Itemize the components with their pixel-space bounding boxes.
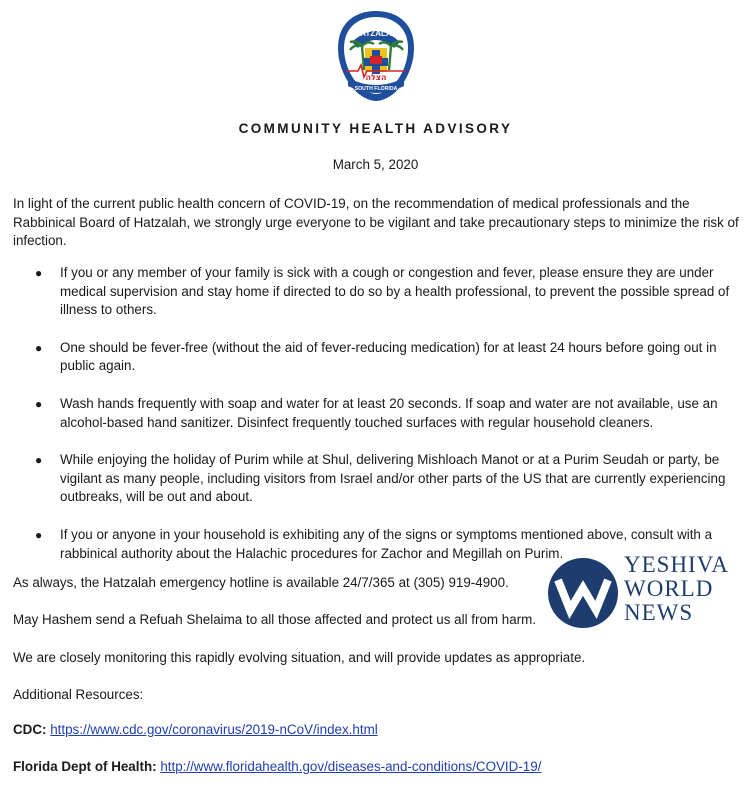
list-item	[13, 451, 741, 507]
bullet-icon: ●	[35, 453, 43, 468]
watermark-line2: WORLD	[624, 576, 714, 601]
list-item-text: One should be fever-free (without the aid of fever-reducing medication) for at least 24 hours before going out in public again.	[60, 339, 717, 374]
resource-label: Florida Dept of Health:	[13, 759, 157, 774]
logo-bottom-text: SOUTH FLORIDA	[354, 86, 398, 92]
precaution-list	[13, 264, 741, 582]
list-item	[13, 264, 741, 320]
list-item-text: While enjoying the holiday of Purim while at Shul, delivering Mishloach Manot or at a Purim Seudah or party, be vigilant as many people, including visitors from Israel and/or other parts of the US that are currently experiencing outbreaks, will be out and about.	[60, 452, 726, 505]
advisory-date: March 5, 2020	[332, 157, 419, 172]
advisory-title: COMMUNITY HEALTH ADVISORY	[238, 121, 513, 136]
resource-cdc	[13, 721, 739, 740]
cdc-link[interactable]: https://www.cdc.gov/coronavirus/2019-nCoV/index.html	[50, 722, 378, 737]
list-item-text: If you or any member of your family is sick with a cough or congestion and fever, please ensure they are under medical supervision and stay home if directed to do so by a health professional, to prevent the possible spread of illness to others.	[60, 265, 730, 318]
list-item	[13, 395, 741, 432]
list-item-text: If you or anyone in your household is exhibiting any of the signs or symptoms mentioned above, consult with a rabbinical authority about the Halachic procedures for Zachor and Megillah on Purim.	[60, 526, 713, 561]
intro-paragraph: In light of the current public health concern of COVID-19, on the recommendation of medical professionals and the Rabbinical Board of Hatzalah, we strongly urge everyone to be vigilant and take precautionary steps to minimize the risk of infection.	[13, 196, 739, 249]
bullet-icon: ●	[35, 527, 43, 542]
watermark-text	[624, 553, 729, 625]
ywn-logo-icon	[548, 558, 618, 628]
watermark-line3: NEWS	[624, 600, 694, 625]
hotline-text: As always, the Hatzalah emergency hotline is available 24/7/365 at (305) 919-4900.	[13, 575, 509, 590]
bullet-icon: ●	[35, 396, 43, 411]
florida-health-link[interactable]: http://www.floridahealth.gov/diseases-and-conditions/COVID-19/	[160, 759, 542, 774]
resource-florida	[13, 758, 739, 777]
hatzalah-logo	[334, 8, 418, 104]
resources-heading: Additional Resources:	[13, 687, 144, 702]
resource-label: CDC:	[13, 722, 47, 737]
prayer-text: May Hashem send a Refuah Shelaima to all those affected and protect us all from harm.	[13, 612, 537, 627]
logo-top-text: HATZALAH	[354, 29, 398, 38]
monitoring-text: We are closely monitoring this rapidly evolving situation, and will provide updates as appropriate.	[13, 650, 586, 665]
list-item	[13, 339, 741, 376]
yeshiva-world-news-watermark	[548, 551, 740, 633]
watermark-line1: YESHIVA	[624, 552, 729, 577]
logo-center-text: הצלה	[365, 73, 387, 82]
list-item-text: Wash hands frequently with soap and water for at least 20 seconds. If soap and water are not available, use an alcohol-based hand sanitizer. Disinfect frequently touched surfaces with regular household cleaners.	[60, 395, 718, 430]
bullet-icon: ●	[35, 266, 43, 280]
bullet-icon: ●	[35, 340, 43, 355]
